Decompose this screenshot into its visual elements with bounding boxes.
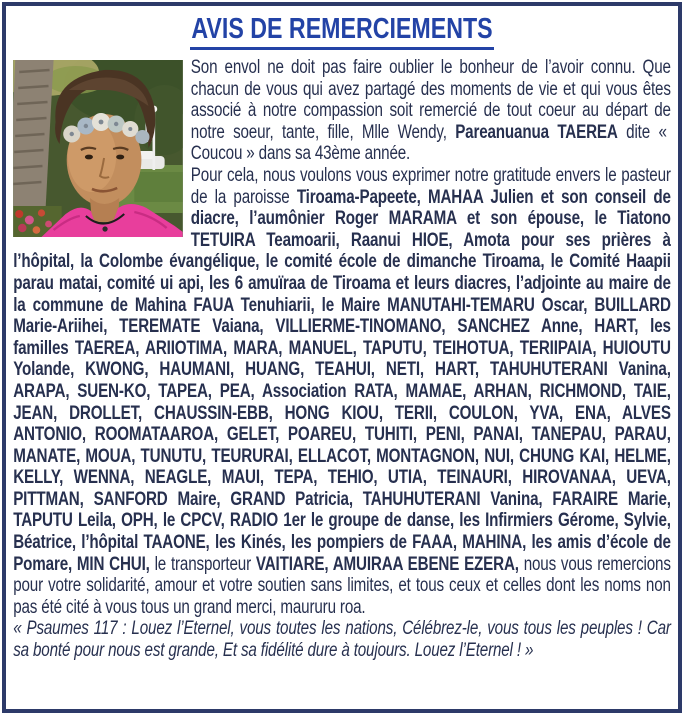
portrait-photo [13, 60, 183, 237]
notice-body [13, 57, 671, 662]
scripture-quote: « Psaumes 117 : Louez l’Eternel, vous toutes les nations, Célébrez-le, vous tous les peuples ! Car sa bonté pour nous est grande, Et sa fidélité dure à toujours. Louez l’Eternel ! » [13, 618, 671, 662]
title-row [13, 13, 671, 50]
page-border [2, 2, 682, 713]
portrait-photo-illustration [13, 60, 183, 237]
notice-paragraph-intro: Son envol ne doit pas faire oublier le bonheur de l’avoir connu. Que chacun de vous qui avez partagé des moments de vie et qui vous êtes associé à notre compassion soit remercié de tout coeur au départ de notre soeur, tante, fille, Mlle Wendy, Pareanuanua TAEREA dite « Coucou » dans sa 43ème année. [190, 57, 671, 165]
page-title: AVIS DE REMERCIEMENTS [190, 13, 494, 50]
notice-content [6, 6, 678, 662]
notice-paragraph-thanks: Pour cela, nous voulons vous exprimer notre gratitude envers le pasteur de la paroisse Tiroama-Papeete, MAHAA Julien et son conseil de diacre, l’aumônier Roger MARAMA et son épouse, le Tiatono TETUIRA Teamoarii, Raanui HIOE, Amota pour ses prières à l’hôpital, la Colombe évangélique, le comité école de dimanche Tiroama, le Comité Haapii parau matai, comité ui api, les 6 amuïraa de Tiroama et leurs diacres, l’adjointe au maire de la commune de Mahina FAUA Tenuhiarii, le Maire MANUTAHI-TEMARU Oscar, BUILLARD Marie-Ariihei, TEREMATE Vaiana, VILLIERME-TINOMANO, SANCHEZ Anne, HART, les familles TAEREA, ARIIOTIMA, MARA, MANUEL, TAPUTU, TEIHOTUA, TERIIPAIA, HUIOUTU Yolande, KWONG, HAUMANI, HUANG, TEAHUI, NETI, HART, TAHUHUTERANI Vanina, ARAPA, SUEN-KO, TAPEA, PEA, Association RATA, MAMAE, ARHAN, RICHMOND, TAIE, JEAN, DROLLET, CHAUSSIN-EBB, HONG KIOU, TERII, COULON, YVA, ENA, ALVES ANTONIO, ROOMATAAROA, GELET, POAREU, TUHITI, PENI, PANAI, TANEPAU, PARAU, MANATE, MOUA, TUNUTU, TEURURAI, ELLACOT, MONTAGNON, NUI, CHUNG KAI, HELME, KELLY, WENNA, NEAGLE, MAUI, TEPA, TEHIO, UTIA, TEINAURI, HIROVANAA, UEVA, PITTMAN, SANFORD Maire, GRAND Patricia, TAHUHUTERANI Vanina, FARAIRE Marie, TAPUTU Leila, OPH, le CPCV, RADIO 1er le groupe de danse, les Infirmiers Gérome, Sylvie, Béatrice, l’hôpital TAAONE, les Kinés, les pompiers de FAAA, MAHINA, les amis d’école de Pomare, MIN CHUI, le transporteur VAITIARE, AMUIRAA EBENE EZERA, nous vous remercions pour votre solidarité, amour et votre soutien sans limites, et tous ceux et celles dont les noms non pas été cité à vous tous un grand merci, maururu roa. [13, 164, 671, 618]
